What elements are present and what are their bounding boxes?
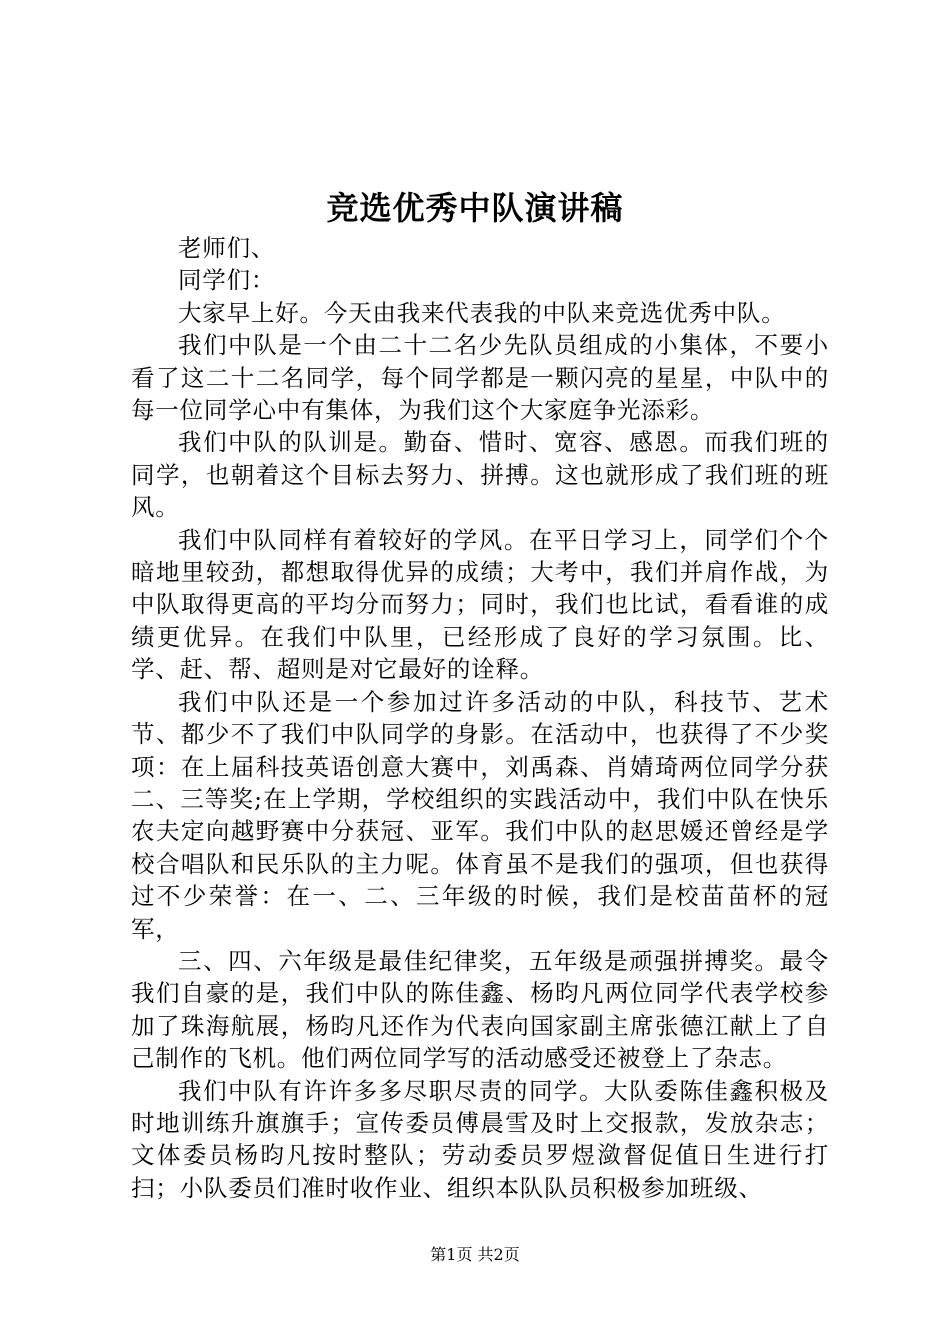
paragraph-salutation-teachers: 老师们、 [178, 234, 276, 262]
paragraph-responsibilities: 我们中队有许许多多尽职尽责的同学。大队委陈佳鑫积极及时地训练升旗旗手；宣传委员傅晨雪及时上交报款，发放杂志；文体委员杨昀凡按时整队；劳动委员罗煜潋督促值日生进行打扫；小队委员们准时收作业、组织本队队员积极参加班级、 [131, 1076, 829, 1202]
document-body [131, 232, 829, 1204]
paragraph-salutation-students: 同学们： [178, 266, 276, 295]
document-title: 竞选优秀中队演讲稿 [326, 189, 624, 227]
paragraph-study-atmosphere: 我们中队同样有着较好的学风。在平日学习上，同学们个个暗地里较劲，都想取得优异的成绩；大考中，我们并肩作战，为中队取得更高的平均分而努力；同时，我们也比试，看看谁的成绩更优异。在我们中队里，已经形成了良好的学习氛围。比、学、赶、帮、超则是对它最好的诠释。 [131, 525, 829, 684]
paragraph-awards: 三、四、六年级是最佳纪律奖，五年级是顽强拼搏奖。最令我们自豪的是，我们中队的陈佳鑫、杨昀凡两位同学代表学校参加了珠海航展，杨昀凡还作为代表向国家副主席张德江献上了自己制作的飞机。他们两位同学写的活动感受还被登上了杂志。 [131, 946, 829, 1073]
paragraph-team-motto: 我们中队的队训是。勤奋、惜时、宽容、感恩。而我们班的同学，也朝着这个目标去努力、拼搏。这也就形成了我们班的班风。 [131, 428, 829, 522]
paragraph-greeting: 大家早上好。今天由我来代表我的中队来竞选优秀中队。 [178, 298, 786, 327]
paragraph-team-intro: 我们中队是一个由二十二名少先队员组成的小集体，不要小看了这二十二名同学，每个同学都是一颗闪亮的星星，中队中的每一位同学心中有集体，为我们这个大家庭争光添彩。 [131, 331, 829, 425]
paragraph-activities: 我们中队还是一个参加过许多活动的中队，科技节、艺术节、都少不了我们中队同学的身影。在活动中，也获得了不少奖项：在上届科技英语创意大赛中，刘禹森、肖婧琦两位同学分获二、三等奖;在上学期，学校组织的实践活动中，我们中队在快乐农夫定向越野赛中分获冠、亚军。我们中队的赵思媛还曾经是学校合唱队和民乐队的主力呢。体育虽不是我们的强项，但也获得过不少荣誉：在一、二、三年级的时候，我们是校苗苗杯的冠军， [131, 687, 829, 943]
page-footer: 第1页 共2页 [430, 1245, 520, 1264]
